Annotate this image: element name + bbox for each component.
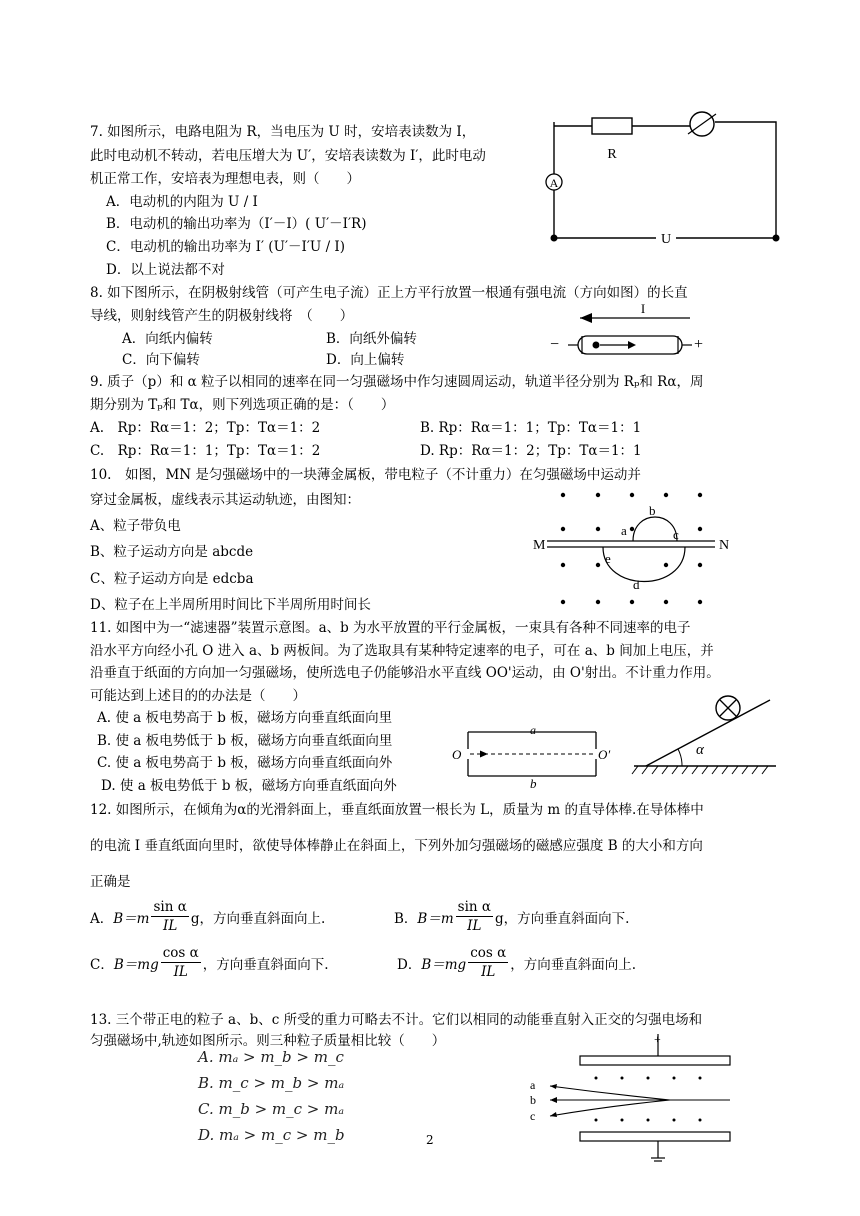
q10-label-e: e <box>605 551 611 566</box>
q12-option-d: D． B＝mg $\frac{\text{cos α}}{IL}$ ，方向垂直斜面向上. <box>397 945 637 980</box>
q11-plate-b-label: b <box>530 776 537 791</box>
q11-stem-line-1: 11. 如图中为一“滤速器”装置示意图。a、b 为水平放置的平行金属板，一束具有各种不同速率的电子 <box>90 620 691 636</box>
q10-stem-line-2: 穿过金属板，虚线表示其运动轨迹，由图知： <box>90 492 360 508</box>
q12-option-b: B． B＝m $\frac{\text{sin α}}{IL}$ g，方向垂直斜面向下. <box>394 899 630 934</box>
q13-option-c: C. m_b > m_c > mₐ <box>198 1100 344 1118</box>
q9-stem-line-2: 期分别为 Tₚ和 Tα，则下列选项正确的是：（ ） <box>90 397 395 413</box>
q12-incline-figure <box>630 690 780 780</box>
q9-option-a: A. Rp：Rα＝1：2；Tp：Tα＝1：2 <box>90 420 321 436</box>
q13-option-d: D. mₐ > m_c > m_b <box>198 1126 345 1144</box>
q11-option-a: A. 使 a 板电势高于 b 板，磁场方向垂直纸面向里 <box>97 710 393 726</box>
q13-stem-line-1: 13. 三个带正电的粒子 a、b、c 所受的重力可略去不计。它们以相同的动能垂直射入正交的匀强电场和 <box>90 1012 703 1028</box>
q9-option-d: D. Rp：Rα＝1：2；Tp：Tα＝1：1 <box>420 443 642 459</box>
q12-stem-line-1: 12. 如图所示，在倾角为α的光滑斜面上，垂直纸面放置一根长为 L，质量为 m 的直导体棒.在导体棒中 <box>90 802 704 818</box>
q13-crossed-fields-figure <box>520 1032 740 1166</box>
q8-current-label: I <box>640 301 646 316</box>
q7-option-b: B．电动机的输出功率为（I′－I）( U′－I′R) <box>106 216 367 232</box>
q11-outlet-label: O′ <box>598 747 611 762</box>
q8-option-d: D．向上偏转 <box>326 352 405 368</box>
q9-option-c: C. Rp：Rα＝1：1；Tp：Tα＝1：2 <box>90 443 321 459</box>
q12-stem-line-3: 正确是 <box>90 874 131 890</box>
q11-inlet-label: O <box>452 747 462 762</box>
q10-label-c: c <box>673 527 679 542</box>
q13-label-c: c <box>530 1109 536 1123</box>
q7-stem-line-1: 7. 如图所示，电路电阻为 R，当电压为 U 时，安培表读数为 I， <box>90 124 476 140</box>
q8-plus-sign: + <box>694 336 704 353</box>
q8-minus-sign: − <box>550 336 560 353</box>
q8-option-c: C．向下偏转 <box>122 352 200 368</box>
q10-option-b: B、粒子运动方向是 abcde <box>90 544 254 560</box>
q8-stem-line-2: 导线，则射线管产生的阴极射线将 （ ） <box>90 308 354 324</box>
q11-stem-line-4: 可能达到上述目的的办法是（ ） <box>90 688 306 704</box>
q12-option-c: C． B＝mg $\frac{\text{cos α}}{IL}$ ，方向垂直斜面向下. <box>90 945 329 980</box>
page-number: 2 <box>426 1133 434 1147</box>
q9-option-b: B. Rp：Rα＝1：1；Tp：Tα＝1：1 <box>420 420 642 436</box>
q11-option-c: C. 使 a 板电势高于 b 板，磁场方向垂直纸面向外 <box>97 755 393 771</box>
q13-plus-sign: + <box>654 1032 661 1046</box>
q10-option-d: D、粒子在上半周所用时间比下半周所用时间长 <box>90 597 371 613</box>
q12-stem-line-2: 的电流 I 垂直纸面向里时，欲使导体棒静止在斜面上，下列外加匀强磁场的磁感应强度 B 的大小和方向 <box>90 838 703 854</box>
q7-option-a: A．电动机的内阻为 U / I <box>106 194 258 210</box>
q8-option-b: B．向纸外偏转 <box>326 331 417 347</box>
q9-stem-line-1: 9. 质子（p）和 α 粒子以相同的速率在同一匀强磁场中作匀速圆周运动，轨道半径分别为 Rₚ和 Rα，周 <box>90 374 704 390</box>
q10-label-a: a <box>621 523 627 538</box>
q7-circuit-figure <box>540 108 790 248</box>
q11-stem-line-2: 沿水平方向经小孔 O 进入 a、b 两板间。为了选取具有某种特定速率的电子，可在 a、b 间加上电压，并 <box>90 643 714 659</box>
q7-option-c: C．电动机的输出功率为 I′ (U′－I′U / I) <box>106 239 346 255</box>
q13-label-b: b <box>530 1093 536 1107</box>
q8-cathode-tube-figure <box>540 300 710 364</box>
q10-label-d: d <box>633 577 640 592</box>
q10-label-b: b <box>649 503 656 518</box>
q11-option-d: D. 使 a 板电势低于 b 板，磁场方向垂直纸面向外 <box>101 778 397 794</box>
q7-option-d: D．以上说法都不对 <box>106 262 225 278</box>
q11-stem-line-3: 沿垂直于纸面的方向加一匀强磁场，使所选电子仍能够沿水平直线 OO'运动，由 O'射出。不计重力作用。 <box>90 665 720 681</box>
q7-resistor-label: R <box>607 147 617 162</box>
q10-option-a: A、粒子带负电 <box>90 518 181 534</box>
q8-option-a: A．向纸内偏转 <box>122 331 213 347</box>
q12-angle-label: α <box>696 742 704 758</box>
q13-option-b: B. m_c > m_b > mₐ <box>198 1074 345 1092</box>
q8-stem-line-1: 8. 如下图所示，在阴极射线管（可产生电子流）正上方平行放置一根通有强电流（方向如图）的长直 <box>90 285 688 301</box>
q7-stem-line-2: 此时电动机不转动，若电压增大为 U′，安培表读数为 I′，此时电动 <box>90 148 486 164</box>
q10-stem-line-1: 10. 如图，MN 是匀强磁场中的一块薄金属板，带电粒子（不计重力）在匀强磁场中运动并 <box>90 467 641 483</box>
q10-label-M: M <box>533 538 546 553</box>
q7-voltage-label: U <box>660 232 672 247</box>
q13-stem-line-2: 匀强磁场中,轨迹如图所示。则三种粒子质量相比较（ ） <box>90 1033 446 1049</box>
q13-label-a: a <box>530 1078 536 1092</box>
q10-magnetic-field-figure <box>525 485 745 613</box>
q10-label-N: N <box>719 538 730 553</box>
q12-option-a: A． B＝m $\frac{\text{sin α}}{IL}$ g，方向垂直斜面向上. <box>90 899 326 934</box>
q11-velocity-filter-figure <box>450 724 615 792</box>
q7-stem-line-3: 机正常工作，安培表为理想电表，则（ ） <box>90 171 360 187</box>
q13-option-a: A. mₐ > m_b > m_c <box>198 1048 344 1066</box>
q10-option-c: C、粒子运动方向是 edcba <box>90 571 254 587</box>
q7-ammeter-label: A <box>549 176 559 190</box>
q11-plate-a-label: a <box>530 723 536 737</box>
q11-option-b: B. 使 a 板电势低于 b 板，磁场方向垂直纸面向里 <box>97 733 393 749</box>
